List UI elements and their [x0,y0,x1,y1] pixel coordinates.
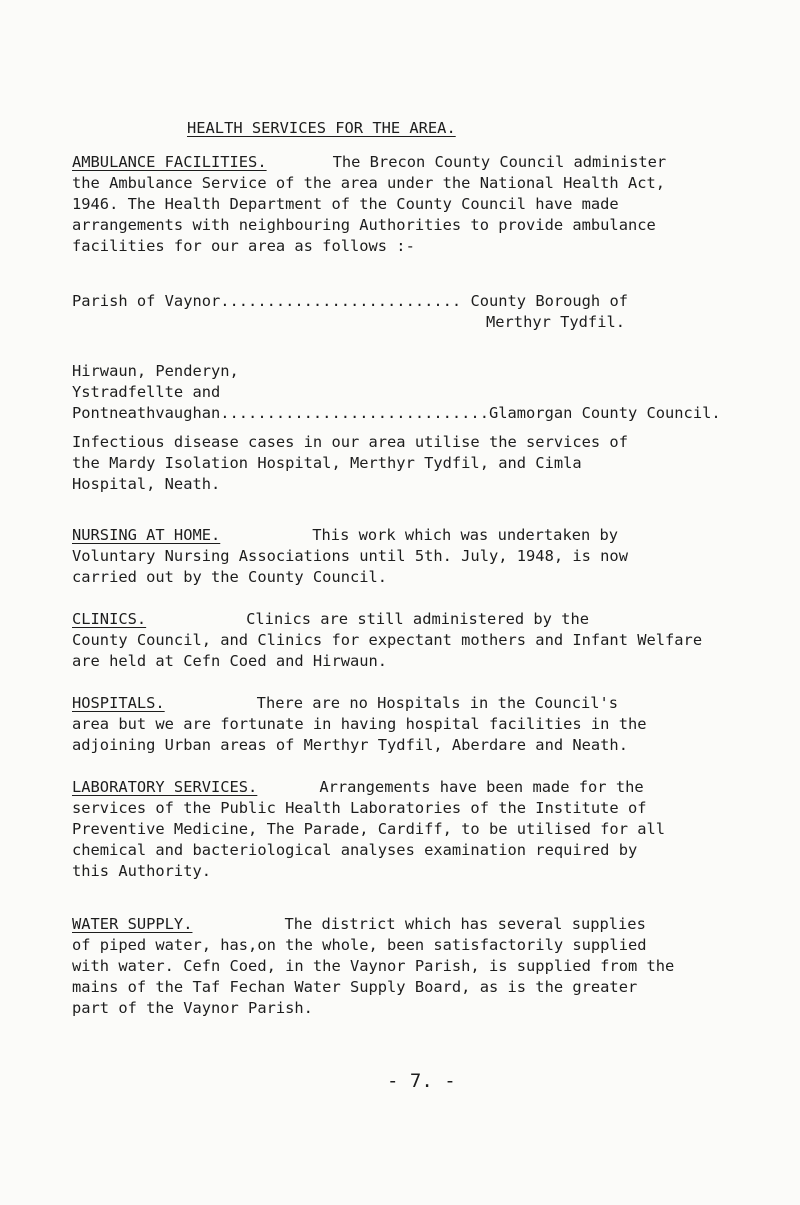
water-line: of piped water, has,on the whole, been satisfactorily supplied [72,936,647,954]
parish-label: Pontneathvaughan............................. [72,404,489,422]
provider-name: County Borough of [470,292,628,310]
parish-hirwaun-entry [72,361,787,424]
ambulance-line: 1946. The Health Department of the County Council have made [72,195,619,213]
nursing-line: This work which was undertaken by [312,526,619,544]
nursing-section [72,525,787,588]
page-title: HEALTH SERVICES FOR THE AREA. [187,119,456,137]
ambulance-section [72,152,787,257]
ambulance-line: The Brecon County Council administer [332,153,667,171]
laboratory-line: Arrangements have been made for the [319,778,644,796]
hospitals-heading: HOSPITALS. [72,694,165,712]
parish-label: Ystradfellte and [72,383,221,401]
clinics-line: Clinics are still administered by the [246,610,589,628]
water-line: with water. Cefn Coed, in the Vaynor Parish, is supplied from the [72,957,675,975]
nursing-line: Voluntary Nursing Associations until 5th. July, 1948, is now [72,547,628,565]
parish-label: Parish of Vaynor.......................... [72,292,462,310]
laboratory-line: Preventive Medicine, The Parade, Cardiff, to be utilised for all [72,820,666,838]
infectious-disease-paragraph [72,432,787,495]
water-line: part of the Vaynor Parish. [72,999,313,1017]
hospitals-line: adjoining Urban areas of Merthyr Tydfil, Aberdare and Neath. [72,736,628,754]
clinics-line: County Council, and Clinics for expectant mothers and Infant Welfare [72,631,703,649]
nursing-heading: NURSING AT HOME. [72,526,221,544]
hospitals-line: There are no Hospitals in the Council's [256,694,619,712]
ambulance-line: facilities for our area as follows :- [72,237,415,255]
infectious-line: the Mardy Isolation Hospital, Merthyr Tydfil, and Cimla [72,454,582,472]
water-line: The district which has several supplies [284,915,646,933]
page-number: - 7. - [387,1070,456,1092]
laboratory-line: this Authority. [72,862,211,880]
provider-name: Glamorgan County Council. [488,404,721,422]
ambulance-line: arrangements with neighbouring Authorities to provide ambulance [72,216,656,234]
laboratory-section [72,777,787,882]
ambulance-line: the Ambulance Service of the area under the National Health Act, [72,174,666,192]
infectious-line: Hospital, Neath. [72,475,221,493]
laboratory-heading: LABORATORY SERVICES. [72,778,258,796]
provider-name: Merthyr Tydfil. [486,313,625,331]
clinics-section [72,609,787,672]
infectious-line: Infectious disease cases in our area utilise the services of [72,433,628,451]
hospitals-section [72,693,787,756]
laboratory-line: chemical and bacteriological analyses examination required by [72,841,638,859]
ambulance-heading: AMBULANCE FACILITIES. [72,153,267,171]
nursing-line: carried out by the County Council. [72,568,388,586]
clinics-heading: CLINICS. [72,610,147,628]
water-line: mains of the Taf Fechan Water Supply Board, as is the greater [72,978,638,996]
water-heading: WATER SUPPLY. [72,915,193,933]
laboratory-line: services of the Public Health Laboratories of the Institute of [72,799,647,817]
hospitals-line: area but we are fortunate in having hospital facilities in the [72,715,647,733]
parish-vaynor-entry [72,291,787,333]
parish-label: Hirwaun, Penderyn, [72,362,239,380]
clinics-line: are held at Cefn Coed and Hirwaun. [72,652,388,670]
water-section [72,914,787,1019]
